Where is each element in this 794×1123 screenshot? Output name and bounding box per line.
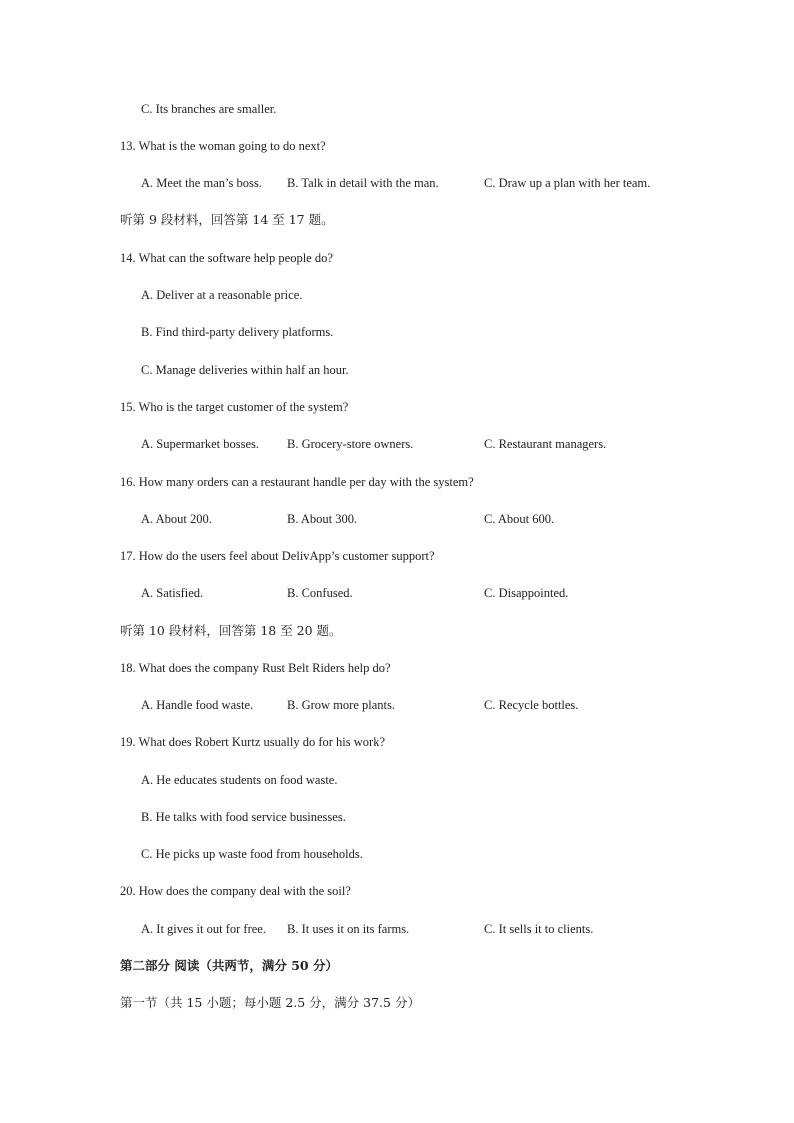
q12-option-c: C. Its branches are smaller.	[141, 102, 277, 116]
q19-option-a: A. He educates students on food waste.	[141, 773, 338, 787]
q16-option-a: A. About 200.	[141, 512, 212, 526]
q15-option-b: B. Grocery-store owners.	[287, 437, 414, 451]
q19-question: 19. What does Robert Kurtz usually do for his work?	[120, 735, 385, 749]
q15-question: 15. Who is the target customer of the system?	[120, 400, 349, 414]
q14-question: 14. What can the software help people do?	[120, 251, 333, 265]
q18-option-c: C. Recycle bottles.	[484, 698, 579, 712]
q18-option-a: A. Handle food waste.	[141, 698, 254, 712]
section-10-instruction: 听第 10 段材料，回答第 18 至 20 题。	[120, 623, 342, 638]
q18-option-b: B. Grow more plants.	[287, 698, 395, 712]
q15-option-a: A. Supermarket bosses.	[141, 437, 260, 451]
q15-option-c: C. Restaurant managers.	[484, 437, 607, 451]
q20-question: 20. How does the company deal with the soil?	[120, 884, 351, 898]
q20-option-b: B. It uses it on its farms.	[287, 922, 410, 936]
section-1-heading: 第一节（共 15 小题；每小题 2.5 分，满分 37.5 分）	[120, 995, 420, 1010]
q16-question: 16. How many orders can a restaurant handle per day with the system?	[120, 475, 474, 489]
q13-question: 13. What is the woman going to do next?	[120, 139, 326, 153]
q14-option-c: C. Manage deliveries within half an hour.	[141, 363, 349, 377]
q17-option-c: C. Disappointed.	[484, 586, 569, 600]
q16-option-b: B. About 300.	[287, 512, 358, 526]
q18-question: 18. What does the company Rust Belt Riders help do?	[120, 661, 391, 675]
q14-option-b: B. Find third-party delivery platforms.	[141, 325, 334, 339]
q17-option-b: B. Confused.	[287, 586, 353, 600]
section-9-instruction: 听第 9 段材料，回答第 14 至 17 题。	[120, 212, 334, 227]
q16-option-c: C. About 600.	[484, 512, 555, 526]
q13-option-b: B. Talk in detail with the man.	[287, 176, 439, 190]
q13-option-a: A. Meet the man’s boss.	[141, 176, 262, 190]
q17-question: 17. How do the users feel about DelivApp’s customer support?	[120, 549, 435, 563]
q13-option-c: C. Draw up a plan with her team.	[484, 176, 651, 190]
q20-option-a: A. It gives it out for free.	[141, 922, 266, 936]
q19-option-c: C. He picks up waste food from households.	[141, 847, 363, 861]
part-2-heading: 第二部分 阅读（共两节，满分 50 分）	[120, 958, 338, 973]
q20-option-c: C. It sells it to clients.	[484, 922, 594, 936]
q14-option-a: A. Deliver at a reasonable price.	[141, 288, 303, 302]
q17-option-a: A. Satisfied.	[141, 586, 204, 600]
q19-option-b: B. He talks with food service businesses.	[141, 810, 346, 824]
